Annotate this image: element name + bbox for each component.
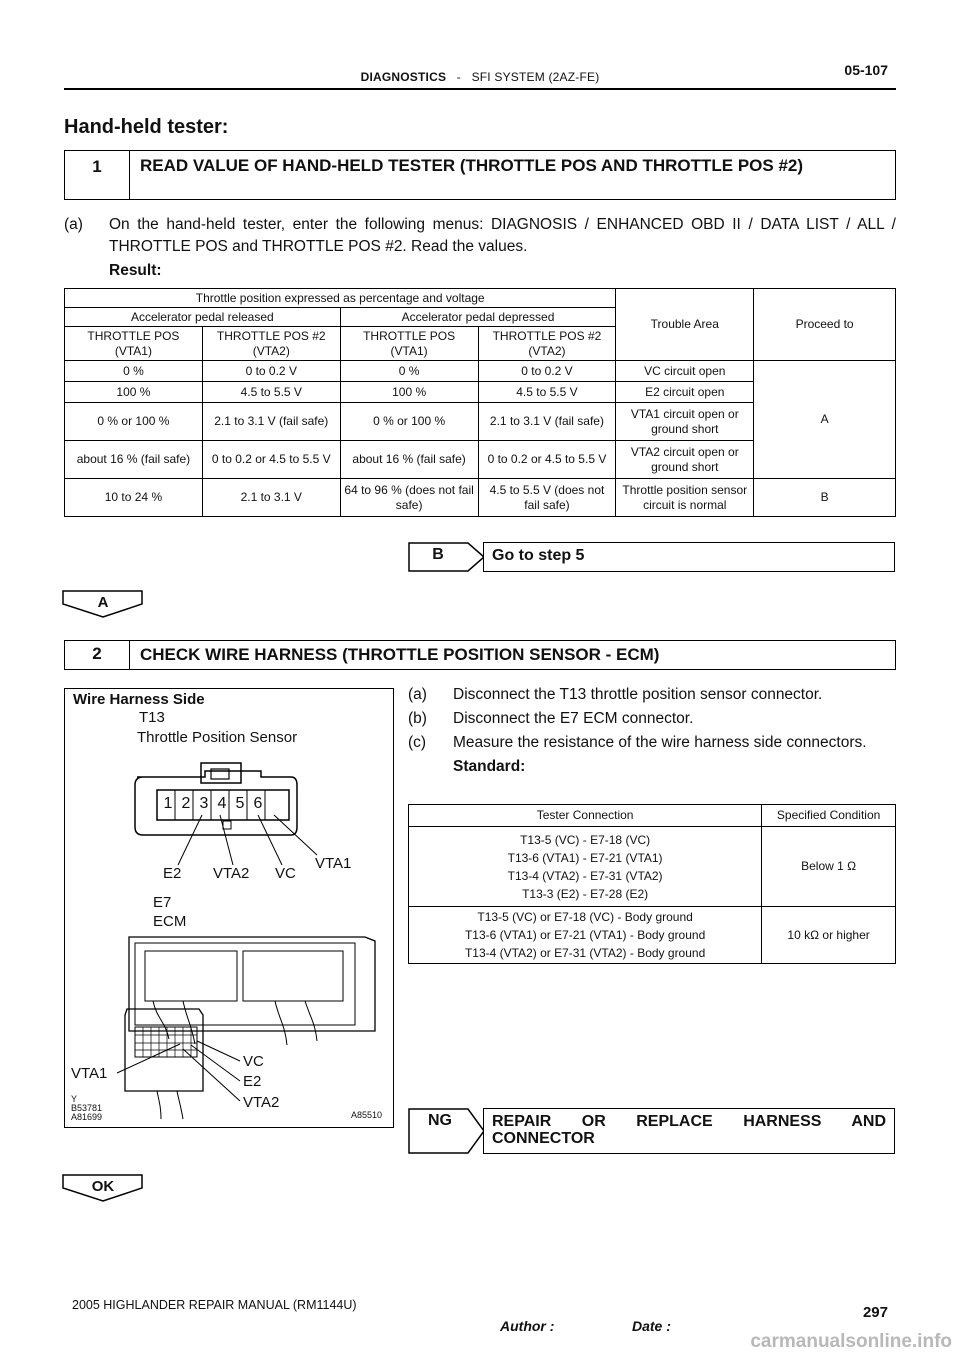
std-conn-line: T13-3 (E2) - E7-28 (E2) xyxy=(522,886,649,901)
ecm-vta1-label: VTA1 xyxy=(71,1065,108,1082)
date-label: Date : xyxy=(632,1318,671,1334)
table-cell: 0 to 0.2 or 4.5 to 5.5 V xyxy=(202,441,340,479)
page-heading: Hand-held tester: xyxy=(64,116,229,138)
proceed-to-header: Proceed to xyxy=(754,289,896,361)
standard-label: Standard: xyxy=(453,758,526,775)
step2-item xyxy=(408,732,896,754)
step2-number: 2 xyxy=(65,641,130,669)
pin-5: 5 xyxy=(235,795,245,812)
step2-instructions xyxy=(408,684,896,778)
code-a81699: A81699 xyxy=(71,1112,103,1122)
watermark: carmanualsonline.info xyxy=(750,1331,952,1352)
std-conn-line: T13-6 (VTA1) or E7-21 (VTA1) - Body ground xyxy=(464,928,706,942)
table-cell: 10 to 24 % xyxy=(65,479,203,517)
pedal-released-header: Accelerator pedal released xyxy=(65,308,341,327)
std-conn-line: T13-4 (VTA2) or E7-31 (VTA2) - Body ground xyxy=(464,946,706,960)
code-a85510: A85510 xyxy=(351,1110,383,1120)
std-head-condition: Specified Condition xyxy=(762,805,896,827)
pin-vta2-label: VTA2 xyxy=(213,865,250,882)
table-cell: 0 to 0.2 or 4.5 to 5.5 V xyxy=(478,441,616,479)
table-cell: 0 % xyxy=(340,361,478,382)
std-cond1: Below 1 Ω xyxy=(762,827,896,907)
pin-1: 1 xyxy=(163,795,173,812)
standard-table xyxy=(408,804,896,964)
ecm-label: ECM xyxy=(153,913,187,930)
ecm-vta2-label: VTA2 xyxy=(243,1094,280,1111)
pin-3: 3 xyxy=(199,795,209,812)
ng-label: NG xyxy=(428,1112,452,1129)
author-label: Author : xyxy=(500,1318,555,1334)
pin-e2-label: E2 xyxy=(163,865,182,882)
step2-item-label: (c) xyxy=(408,734,427,751)
header-system: SFI SYSTEM (2AZ-FE) xyxy=(471,70,600,84)
step1-instruction xyxy=(64,214,896,258)
table-cell: 2.1 to 3.1 V (fail safe) xyxy=(202,403,340,441)
ecm-e2-label: E2 xyxy=(243,1073,262,1090)
table-cell: about 16 % (fail safe) xyxy=(340,441,478,479)
step2-item-label: (a) xyxy=(408,686,427,703)
table-cell: 0 to 0.2 V xyxy=(202,361,340,382)
figure-title: Wire Harness Side xyxy=(73,691,205,708)
std-conn-line: T13-4 (VTA2) - E7-31 (VTA2) xyxy=(507,868,663,883)
step2-item-text: Measure the resistance of the wire harness side connectors. xyxy=(453,734,867,751)
table-cell: 0 % or 100 % xyxy=(340,403,478,441)
t13-label: T13 xyxy=(139,709,165,726)
table-cell: 0 to 0.2 V xyxy=(478,361,616,382)
result-label: Result: xyxy=(109,262,162,279)
step1-title: READ VALUE OF HAND-HELD TESTER (THROTTLE POS AND THROTTLE POS #2) xyxy=(140,156,804,175)
table-cell: 2.1 to 3.1 V (fail safe) xyxy=(478,403,616,441)
header-section: DIAGNOSTICS xyxy=(360,70,447,84)
table-cell: VTA2 circuit open or ground short xyxy=(616,441,754,479)
step2-item xyxy=(408,708,896,730)
table-cell: VTA1 circuit open or ground short xyxy=(616,403,754,441)
trouble-area-header: Trouble Area xyxy=(616,289,754,361)
step1-box xyxy=(64,150,896,200)
pin-vta1-label: VTA1 xyxy=(315,855,352,872)
table-cell: 100 % xyxy=(65,382,203,403)
col-head: THROTTLE POS (VTA1) xyxy=(65,327,203,361)
col-head: THROTTLE POS #2 (VTA2) xyxy=(478,327,616,361)
page-code: 05-107 xyxy=(844,62,888,78)
table-cell: E2 circuit open xyxy=(616,382,754,403)
running-header xyxy=(0,70,960,84)
e7-label: E7 xyxy=(153,894,172,911)
std-conn-line: T13-5 (VC) or E7-18 (VC) - Body ground xyxy=(477,910,693,924)
proceed-a-cell: A xyxy=(754,361,896,479)
table-cell: 100 % xyxy=(340,382,478,403)
step2-item-label: (b) xyxy=(408,710,427,727)
ecm-vc-label: VC xyxy=(243,1053,264,1070)
step1-para-text: On the hand-held tester, enter the following menus: DIAGNOSIS / ENHANCED OBD II / DATA LIST / ALL / THROTTLE POS and THROTTLE POS #2. Read the values. xyxy=(109,216,896,255)
repair-harness-box: REPAIR OR REPLACE HARNESS AND CONNECTOR xyxy=(483,1108,895,1154)
step2-item-text: Disconnect the T13 throttle position sensor connector. xyxy=(453,686,823,703)
ok-tab-label: OK xyxy=(91,1178,115,1195)
header-rule xyxy=(64,88,896,90)
goto-step5: Go to step 5 xyxy=(483,542,895,572)
result-table xyxy=(64,288,896,517)
step1-para-label: (a) xyxy=(64,216,83,233)
harness-drawing xyxy=(65,689,393,1127)
table-cell: 64 to 96 % (does not fail safe) xyxy=(340,479,478,517)
table-cell: VC circuit open xyxy=(616,361,754,382)
code-b53781: B53781 xyxy=(71,1103,103,1113)
std-conn-line: T13-6 (VTA1) - E7-21 (VTA1) xyxy=(507,850,663,865)
page-number: 297 xyxy=(862,1304,888,1321)
table-cell: 4.5 to 5.5 V (does not fail safe) xyxy=(478,479,616,517)
a-tab-label: A xyxy=(97,594,109,611)
sensor-label: Throttle Position Sensor xyxy=(137,729,298,746)
pin-6: 6 xyxy=(253,795,263,812)
result-group-header: Throttle position expressed as percentage and voltage xyxy=(65,289,616,308)
table-cell: 0 % or 100 % xyxy=(65,403,203,441)
header-dash: - xyxy=(456,70,461,84)
pin-2: 2 xyxy=(181,795,191,812)
std-cond2: 10 kΩ or higher xyxy=(762,907,896,964)
std-head-connection: Tester Connection xyxy=(409,805,762,827)
step2-item xyxy=(408,684,896,706)
std-conn-line: T13-5 (VC) - E7-18 (VC) xyxy=(520,832,651,847)
pin-vc-label: VC xyxy=(275,865,296,882)
b-label: B xyxy=(432,546,444,563)
std-group1 xyxy=(409,827,762,907)
wire-harness-figure xyxy=(64,688,394,1128)
manual-footer: 2005 HIGHLANDER REPAIR MANUAL (RM1144U) xyxy=(72,1298,357,1312)
code-y: Y xyxy=(71,1094,78,1104)
col-head: THROTTLE POS (VTA1) xyxy=(340,327,478,361)
proceed-b-cell: B xyxy=(754,479,896,517)
step2-title: CHECK WIRE HARNESS (THROTTLE POSITION SENSOR - ECM) xyxy=(140,645,660,664)
step2-box xyxy=(64,640,896,670)
table-cell: Throttle position sensor circuit is normal xyxy=(616,479,754,517)
step2-item-text: Disconnect the E7 ECM connector. xyxy=(453,710,694,727)
col-head: THROTTLE POS #2 (VTA2) xyxy=(202,327,340,361)
std-group2 xyxy=(409,907,762,964)
table-cell: 4.5 to 5.5 V xyxy=(478,382,616,403)
step1-number: 1 xyxy=(65,151,130,199)
table-cell: 2.1 to 3.1 V xyxy=(202,479,340,517)
pedal-depressed-header: Accelerator pedal depressed xyxy=(340,308,616,327)
table-cell: 4.5 to 5.5 V xyxy=(202,382,340,403)
table-cell: about 16 % (fail safe) xyxy=(65,441,203,479)
table-cell: 0 % xyxy=(65,361,203,382)
pin-4: 4 xyxy=(217,795,227,812)
